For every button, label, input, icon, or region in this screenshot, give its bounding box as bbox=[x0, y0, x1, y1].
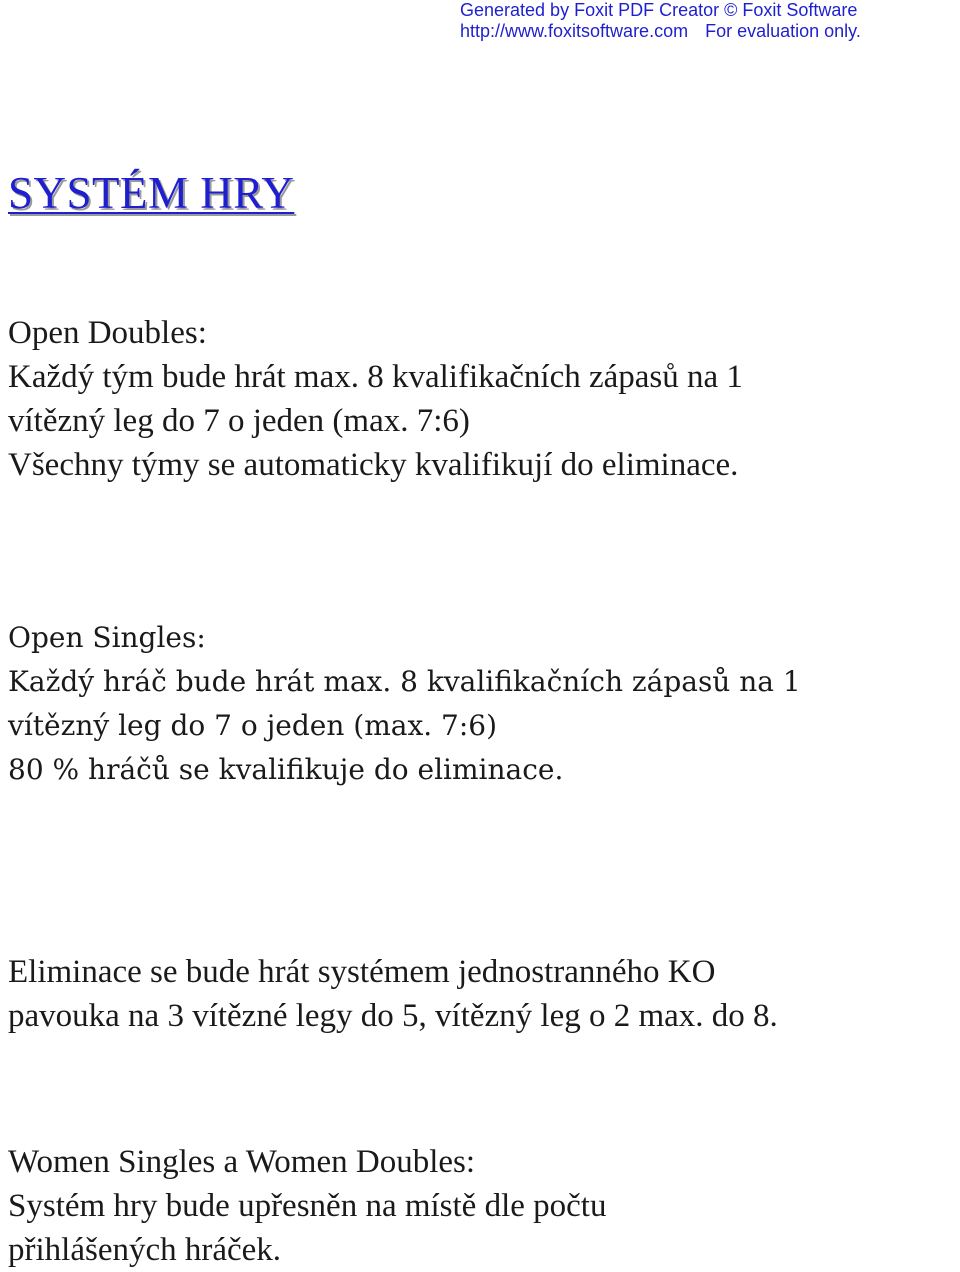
open-doubles-line-3: Všechny týmy se automaticky kvalifikují do eliminace. bbox=[8, 447, 739, 483]
open-singles-line-1: Každý hráč bude hrát max. 8 kvalifikačních zápasů na 1 bbox=[8, 665, 801, 698]
open-singles-line-2: vítězný leg do 7 o jeden (max. 7:6) bbox=[8, 709, 498, 742]
open-singles-line-3: 80 % hráčů se kvalifikuje do eliminace. bbox=[8, 753, 564, 786]
women-heading: Women Singles a Women Doubles: bbox=[8, 1144, 476, 1180]
page-title: SYSTÉM HRY bbox=[8, 168, 295, 218]
open-doubles-section bbox=[8, 311, 743, 487]
watermark-note: For evaluation only. bbox=[705, 21, 861, 41]
watermark-line-2 bbox=[460, 21, 920, 42]
foxit-watermark bbox=[460, 0, 920, 42]
women-section bbox=[8, 1140, 606, 1272]
open-doubles-line-2: vítězný leg do 7 o jeden (max. 7:6) bbox=[8, 403, 470, 439]
elimination-line-1: Eliminace se bude hrát systémem jednostranného KO bbox=[8, 954, 716, 990]
open-doubles-heading: Open Doubles: bbox=[8, 315, 207, 351]
open-doubles-line-1: Každý tým bude hrát max. 8 kvalifikačních zápasů na 1 bbox=[8, 359, 743, 395]
watermark-url[interactable]: http://www.foxitsoftware.com bbox=[460, 21, 689, 41]
open-singles-section bbox=[8, 616, 801, 792]
women-line-1: Systém hry bude upřesněn na místě dle počtu bbox=[8, 1188, 607, 1224]
women-line-2: přihlášených hráček. bbox=[8, 1232, 282, 1268]
open-singles-heading: Open Singles: bbox=[8, 621, 206, 654]
elimination-line-2: pavouka na 3 vítězné legy do 5, vítězný leg o 2 max. do 8. bbox=[8, 998, 778, 1034]
elimination-section bbox=[8, 950, 778, 1038]
watermark-line-1: Generated by Foxit PDF Creator © Foxit Software bbox=[460, 0, 858, 20]
